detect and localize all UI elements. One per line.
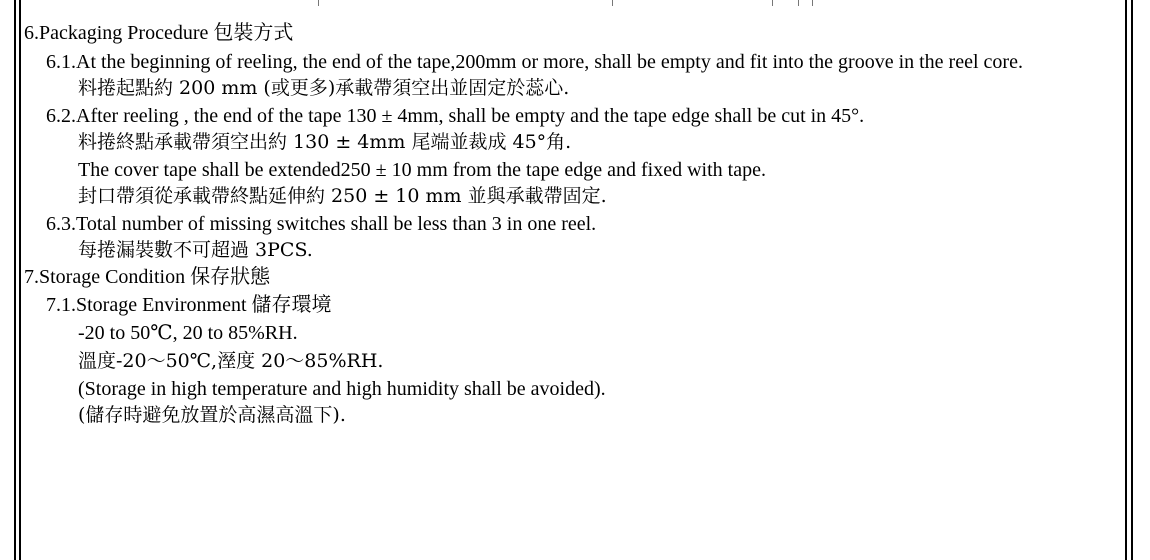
page-border-right-outer <box>1131 0 1133 560</box>
section-6-heading: 6.Packaging Procedure 包裝方式 <box>24 22 294 44</box>
cover-tape-text-zh: 封口帶須從承載帶終點延伸約 250 ± 10 mm 並與承載帶固定. <box>78 185 607 207</box>
storage-range-text-zh: 溫度-20～50℃,溼度 20～85%RH. <box>78 350 384 372</box>
cover-tape-text: The cover tape shall be extended250 ± 10 mm from the tape edge and fixed with tape. <box>78 159 766 181</box>
section-6-1-text: 6.1.At the beginning of reeling, the end of the tape,200mm or more, shall be empty and fit into the groove in the reel core. <box>46 51 1023 73</box>
table-rule-fragment <box>812 0 813 6</box>
page-border-left-inner <box>19 0 21 560</box>
table-rule-fragment <box>772 0 773 6</box>
section-6-2-text: 6.2.After reeling , the end of the tape 130 ± 4mm, shall be empty and the tape edge shall be cut in 45°. <box>46 105 865 127</box>
table-rule-fragment <box>612 0 613 6</box>
section-7-heading: 7.Storage Condition 保存狀態 <box>24 266 271 288</box>
storage-note-text: (Storage in high temperature and high humidity shall be avoided). <box>78 378 606 400</box>
page-border-left-outer <box>14 0 16 560</box>
page-border-right-inner <box>1125 0 1127 560</box>
section-7-1-heading: 7.1.Storage Environment 儲存環境 <box>46 294 332 316</box>
storage-note-text-zh: (儲存時避免放置於高濕高溫下). <box>78 404 346 426</box>
storage-range-text: -20 to 50℃, 20 to 85%RH. <box>78 322 298 344</box>
section-6-1-text-zh: 料捲起點約 200 mm (或更多)承載帶須空出並固定於蕊心. <box>78 77 570 99</box>
section-6-2-text-zh: 料捲終點承載帶須空出約 130 ± 4mm 尾端並裁成 45°角. <box>78 131 572 153</box>
section-6-3-text: 6.3.Total number of missing switches shall be less than 3 in one reel. <box>46 213 597 235</box>
table-rule-fragment <box>798 0 799 6</box>
section-6-3-text-zh: 每捲漏裝數不可超過 3PCS. <box>78 239 313 261</box>
table-rule-fragment <box>318 0 319 6</box>
